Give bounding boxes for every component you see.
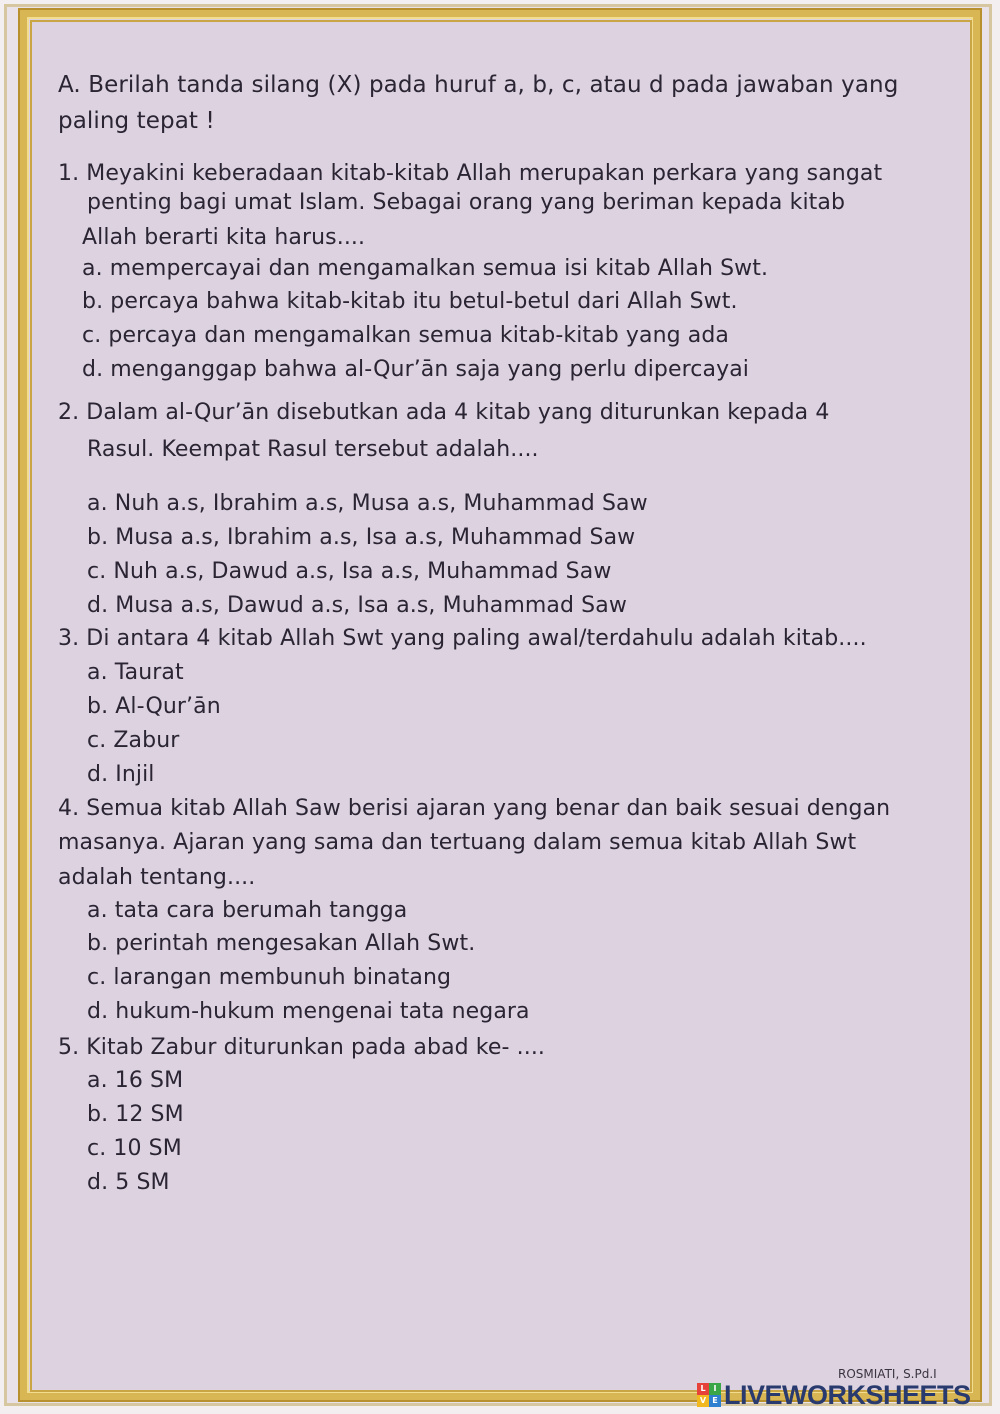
question-3-stem-line-1: 3. Di antara 4 kitab Allah Swt yang paling awal/terdahulu adalah kitab.... [58,626,867,651]
author-credit: ROSMIATI, S.Pd.I [838,1367,937,1381]
instruction-line-1: A. Berilah tanda silang (X) pada huruf a, b, c, atau d pada jawaban yang [58,72,899,98]
question-1-stem-line-2: penting bagi umat Islam. Sebagai orang yang beriman kepada kitab [87,190,846,215]
question-3-option-b[interactable]: b. Al-Qur’ān [87,694,221,719]
logo-letter-l: L [697,1383,709,1395]
brand-name: LIVEWORKSHEETS [724,1379,971,1410]
question-4-stem-line-3: adalah tentang.... [58,865,256,890]
question-4-option-b[interactable]: b. perintah mengesakan Allah Swt. [87,931,476,956]
question-5-option-c[interactable]: c. 10 SM [87,1136,182,1161]
question-1-option-d[interactable]: d. menganggap bahwa al-Qur’ān saja yang perlu dipercayai [82,357,749,382]
question-1-stem-line-3: Allah berarti kita harus.... [82,225,366,250]
logo-letter-e: E [709,1395,721,1407]
question-3-option-a[interactable]: a. Taurat [87,660,184,685]
question-3-option-d[interactable]: d. Injil [87,762,155,787]
question-5-stem-line-1: 5. Kitab Zabur diturunkan pada abad ke- .... [58,1035,546,1060]
question-4-option-a[interactable]: a. tata cara berumah tangga [87,898,408,923]
question-2-option-d[interactable]: d. Musa a.s, Dawud a.s, Isa a.s, Muhammad Saw [87,593,627,618]
liveworksheets-logo-icon [697,1383,721,1407]
question-1-option-b[interactable]: b. percaya bahwa kitab-kitab itu betul-betul dari Allah Swt. [82,289,738,314]
question-4-stem-line-1: 4. Semua kitab Allah Saw berisi ajaran yang benar dan baik sesuai dengan [58,796,891,821]
question-2-stem-line-2: Rasul. Keempat Rasul tersebut adalah.... [87,437,539,462]
question-4-option-c[interactable]: c. larangan membunuh binatang [87,965,452,990]
question-2-option-b[interactable]: b. Musa a.s, Ibrahim a.s, Isa a.s, Muhammad Saw [87,525,636,550]
question-5-option-d[interactable]: d. 5 SM [87,1170,170,1195]
question-5-option-b[interactable]: b. 12 SM [87,1102,184,1127]
question-4-option-d[interactable]: d. hukum-hukum mengenai tata negara [87,999,530,1024]
question-2-stem-line-1: 2. Dalam al-Qur’ān disebutkan ada 4 kitab yang diturunkan kepada 4 [58,400,830,425]
question-2-option-a[interactable]: a. Nuh a.s, Ibrahim a.s, Musa a.s, Muhammad Saw [87,491,648,516]
logo-letter-i: I [709,1383,721,1395]
question-1-option-a[interactable]: a. mempercayai dan mengamalkan semua isi kitab Allah Swt. [82,256,769,281]
liveworksheets-brand[interactable] [697,1380,971,1410]
question-4-stem-line-2: masanya. Ajaran yang sama dan tertuang dalam semua kitab Allah Swt [58,830,857,855]
question-2-option-c[interactable]: c. Nuh a.s, Dawud a.s, Isa a.s, Muhammad Saw [87,559,612,584]
logo-letter-v: V [697,1395,709,1407]
question-1-option-c[interactable]: c. percaya dan mengamalkan semua kitab-kitab yang ada [82,323,730,348]
question-3-option-c[interactable]: c. Zabur [87,728,180,753]
question-5-option-a[interactable]: a. 16 SM [87,1068,184,1093]
instruction-line-2: paling tepat ! [58,108,215,134]
question-1-stem-line-1: 1. Meyakini keberadaan kitab-kitab Allah merupakan perkara yang sangat [58,161,883,186]
